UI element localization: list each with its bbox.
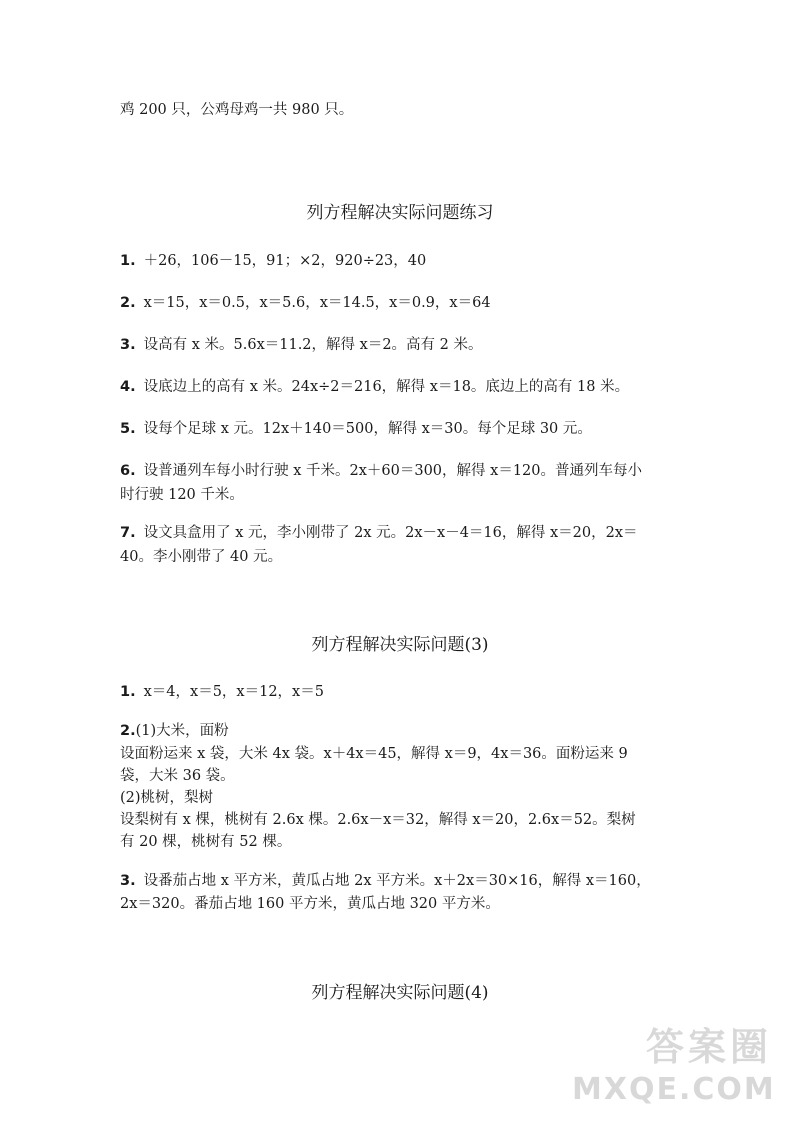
- answer-number: 4.: [120, 379, 136, 395]
- answer-number: 3.: [120, 337, 136, 353]
- answer-s2-2-line: 设面粉运来 x 袋，大米 4x 袋。x＋4x＝45，解得 x＝9，4x＝36。面粉运来 9: [120, 746, 628, 762]
- answer-s2-2-line: (2)桃树，梨树: [120, 790, 214, 806]
- answer-text: 设番茄占地 x 平方米，黄瓜占地 2x 平方米。x＋2x＝30×16，解得 x＝160，: [143, 873, 651, 889]
- section-title-practice: 列方程解决实际问题练习: [306, 203, 494, 223]
- answer-text: ＋26，106－15，91；×2，920÷23，40: [143, 253, 427, 269]
- answer-text: 设每个足球 x 元。12x＋140＝500，解得 x＝30。每个足球 30 元。: [143, 421, 592, 437]
- continued-line: 鸡 200 只，公鸡母鸡一共 980 只。: [120, 102, 354, 118]
- answer-text: 设文具盒用了 x 元，李小刚带了 2x 元。2x－x－4＝16，解得 x＝20，2x＝: [143, 525, 638, 541]
- answer-number: 2.: [120, 295, 136, 311]
- answer-s2-2-line: 有 20 棵，桃树有 52 棵。: [120, 834, 292, 850]
- answer-1: [120, 250, 680, 272]
- answer-4: [120, 376, 680, 398]
- watermark-text: 答案圈: [645, 1025, 772, 1069]
- section-title-3: 列方程解决实际问题(3): [311, 635, 489, 655]
- answer-text: x＝4，x＝5，x＝12，x＝5: [143, 684, 324, 700]
- answer-text: 设高有 x 米。5.6x＝11.2，解得 x＝2。高有 2 米。: [143, 337, 483, 353]
- answer-2: [120, 292, 680, 314]
- answer-number: 6.: [120, 463, 136, 479]
- answer-3: [120, 334, 680, 356]
- answer-number: 2.: [120, 723, 136, 739]
- answer-s2-2: [120, 720, 680, 742]
- answer-s2-1: [120, 681, 680, 703]
- answer-7: [120, 522, 680, 544]
- answer-text: x＝15，x＝0.5，x＝5.6，x＝14.5，x＝0.9，x＝64: [143, 295, 491, 311]
- answer-s2-2-line: 设梨树有 x 棵，桃树有 2.6x 棵。2.6x－x＝32，解得 x＝20，2.6x＝52。梨树: [120, 812, 636, 828]
- answer-number: 7.: [120, 525, 136, 541]
- answer-6: [120, 460, 680, 482]
- answer-s2-3: [120, 870, 680, 892]
- answer-number: 1.: [120, 253, 136, 269]
- answer-6-continued: 时行驶 120 千米。: [120, 487, 244, 503]
- answer-s2-3-continued: 2x＝320。番茄占地 160 平方米，黄瓜占地 320 平方米。: [120, 896, 500, 912]
- answer-text: (1)大米，面粉: [135, 723, 229, 739]
- answer-number: 1.: [120, 684, 136, 700]
- watermark-url: MXQE.COM: [572, 1072, 776, 1107]
- answer-7-continued: 40。李小刚带了 40 元。: [120, 549, 283, 565]
- answer-text: 设普通列车每小时行驶 x 千米。2x＋60＝300，解得 x＝120。普通列车每小: [143, 463, 642, 479]
- answer-s2-2-line: 袋，大米 36 袋。: [120, 768, 235, 784]
- answer-5: [120, 418, 680, 440]
- answer-number: 5.: [120, 421, 136, 437]
- section-title-4: 列方程解决实际问题(4): [311, 983, 489, 1003]
- answer-text: 设底边上的高有 x 米。24x÷2＝216，解得 x＝18。底边上的高有 18 米。: [143, 379, 630, 395]
- watermark-logo: [572, 1023, 776, 1118]
- answer-number: 3.: [120, 873, 136, 889]
